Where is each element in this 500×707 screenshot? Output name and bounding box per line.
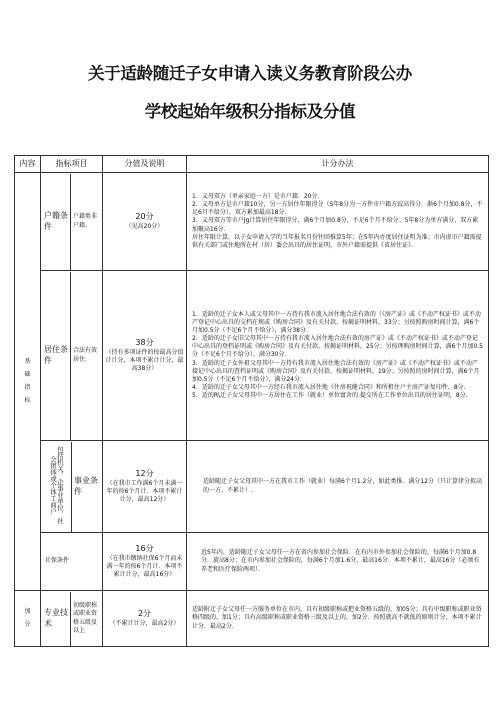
indicator-juzhu-desc: 合法有效居住．	[71, 272, 103, 440]
method-huji-3: 3．义母双方等市户Jg计算居住年限得分，满6个月加0.8分，不足6个月不给分；5年8分为单方满分，双方累加聚高16分．	[192, 217, 479, 233]
indicator-shebao-name: 社保条件	[41, 533, 103, 591]
method-shiye-1: 适龄随迁子女父母其中一方在我市工作（就业）每满6个月1.2分，如此类推．满分12分（只计算律分拟高的一方，不累计）.	[203, 478, 482, 494]
table-row	[15, 173, 489, 271]
score-juzhu-main: 38分	[135, 337, 154, 347]
table-header-row	[15, 156, 489, 173]
indicator-shiye-name: 事业条件	[74, 475, 98, 496]
indicator-zhuanye	[41, 591, 103, 647]
score-huji	[103, 173, 187, 271]
header-indicator: 指标项目	[41, 156, 103, 173]
method-juzhu-4: 4．适龄的迁子女父母其中一方经石我市流入居住地《住房祝健合同》和所租住户主房产证复印件，8分．	[192, 383, 470, 391]
method-juzhu-3: 3．适龄的迁子女外祖父母其中一方持有我市流入居住地合法有效的《房产证》或《不动产权证书》或不动产接记中心出具的查档证明或《购房合同》及有关付款、按揭证明材料，19分；另按照的房时间计算，满6个月加0.5分（不足6个月不给分），满分24分．	[192, 359, 480, 383]
indicator-huji	[41, 173, 103, 271]
indicator-shiye-desc: 包括机关、企事业单位、社会团体或个体工商户	[49, 445, 64, 524]
document-title-line-2: 学校起始年级积分指标及分值	[144, 102, 356, 121]
table-row	[15, 441, 489, 533]
category-char: 基	[24, 357, 31, 365]
category-char: 加	[24, 607, 31, 615]
score-huji-main: 20分	[135, 212, 154, 222]
score-juzhu-note: （持有多项证件的按最高分值计计分，本项不累计计分，最高38分）	[105, 348, 184, 372]
score-zhuanye	[103, 591, 187, 647]
header-score: 分值及说明	[103, 156, 187, 173]
category-add	[15, 591, 41, 647]
score-shiye	[103, 441, 187, 533]
score-zhuanye-note: （不累计计分，最高2分）	[109, 619, 180, 627]
indicator-huji-desc: 户籍类非户籍。	[71, 174, 103, 270]
category-basic	[15, 173, 41, 591]
score-shebao-main: 16分	[135, 543, 154, 553]
method-zhuanye-1: 适龄附迁子女父母任一方服务单位在市内，具有初级职称或把业资格五级的，加05分；具有中级职称或职业资格四级的，加1分；具有高级职称或职业资格三级及以上的，加2分．按照就高不就低的原则计分，本项不累计计分．最高2分．	[192, 606, 482, 630]
score-shiye-note: （在我市工作满6个月未满一年的按6个月计．本项不累计计分，最高12分）	[106, 479, 183, 503]
category-char: 标	[24, 397, 31, 405]
category-char: 分	[24, 621, 31, 628]
table-row	[15, 591, 489, 647]
score-huji-note: （见高20分）	[125, 222, 164, 230]
method-shebao	[187, 533, 489, 591]
method-shebao-1: 近5年内，适龄随迁子女父母任一方在省内参加社会保险．在有内市外参加社会保险的，每满6个月加0.8分．旋高8分；在市内参加社会保险的，每满6个月加1.6分，最高16分．本项不累计，最高16分（必须有养老和医疗保险两项）．	[201, 549, 480, 573]
category-add-char	[17, 608, 38, 629]
score-shiye-main: 12分	[135, 468, 154, 478]
score-shebao	[103, 533, 187, 591]
score-juzhu	[103, 271, 187, 441]
table-row	[15, 271, 489, 441]
method-huji-4: 居住年限计算，以子女申请入学的当年报名月份往回推算5年；在5年内办度居住证明为准；市内虚市户籍需提供有关部门或住地所在村（居）委会出具的居住证明，市外户籍需提供《省居住证》．	[192, 233, 482, 249]
points-table	[14, 155, 489, 647]
method-huji	[187, 173, 489, 271]
method-juzhu-2: 2．适龄的迁子女旧父母其中一方持有我市流入居住地合法有效的房产证》或《不动产权证书》或不动产登记中心出具的登档证明或《购房合同》及有关付款、按揭证明材料，25分；另按理购房时间计算，满6个月加0.5分（不足6个月不给分），满分30分．	[192, 335, 483, 359]
category-basic-char	[17, 358, 38, 405]
table-row	[15, 533, 489, 591]
category-char: 指	[24, 384, 31, 391]
method-juzhu-1: 1．适龄的迁子女本人或父母其中一方持有我市流入居住地合法有效的（《房产证》或《不动产权证书》或不动产登记中心出具的交档在规或《购房合同》及有关付款、按揭证明材料，33分；另按照购房时间计算，满6个月加0.5分（不足6个月不给分），满分38分．	[192, 310, 481, 335]
header-method: 计分办法	[187, 156, 489, 173]
indicator-huji-name: 户籍条件	[44, 210, 68, 231]
indicator-zhuanye-desc: 初级职称或职业资格五级及以上	[71, 592, 103, 646]
indicator-juzhu	[41, 271, 103, 441]
document-title-line-1: 关于适龄随迁子女申请入读义务教育阶段公办	[87, 64, 412, 83]
method-zhuanye	[187, 591, 489, 647]
method-shiye	[187, 441, 489, 533]
indicator-zhuanye-name: 专业技术	[44, 607, 68, 628]
method-juzhu-5: 5．适的R\迁子女父母其中一方居住在工作（就业）单位富舍的.提交所在工作单位出具的居住证明，8分.	[192, 391, 468, 399]
method-huji-1: 1．义母双方（单亲家庭一方）是市户籍．20分．	[192, 193, 324, 201]
header-content: 内容	[15, 156, 41, 173]
category-char: 础	[24, 370, 31, 378]
indicator-juzhu-name: 居住条件	[44, 344, 68, 365]
indicator-shiye	[41, 441, 103, 533]
method-juzhu	[187, 271, 489, 441]
method-huji-2: 2．义母单方是市户籍10分，另一方居住年限得分（S年8分为一方件市户籍方寂高得分．渐6个月加0.8分，不足6月不给分），双方累加最高18分．	[192, 201, 483, 217]
score-zhuanye-main: 2分	[137, 609, 152, 619]
score-shebao-note: （在我市缴纳社保6个月而未满一年的按6个月计．本项不累计计分，最高16分）	[106, 554, 183, 578]
